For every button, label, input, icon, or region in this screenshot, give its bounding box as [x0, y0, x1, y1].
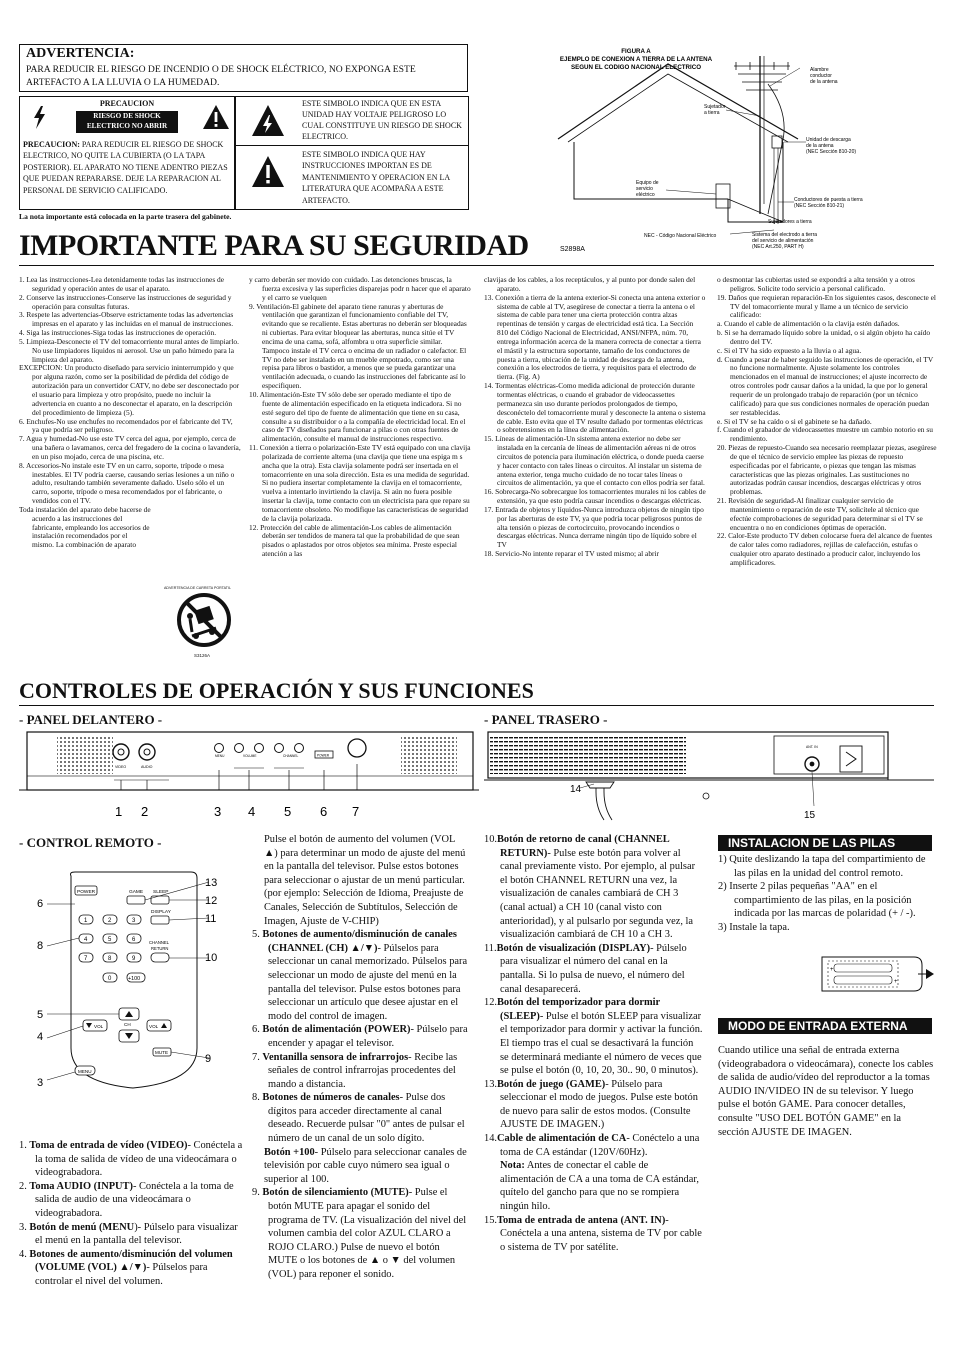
safety-item: 18. Servicio-No intente reparar el TV usted mismo; al abrir: [484, 549, 660, 559]
digit-label: 8: [108, 956, 112, 962]
channel-up-button[interactable]: [295, 744, 304, 753]
callout-2: 2: [141, 804, 149, 819]
precaucion-label: [22, 99, 232, 135]
safety-item: o desmontar las cubiertas usted se expondrá a alta tensión y a otros peligros. Solicite todo servicio a personal calificado.: [717, 275, 915, 293]
vent-slots: [490, 736, 686, 774]
button-label-menu: MENU: [215, 754, 225, 758]
control-desc: 6. Botón de alimentación (POWER)- Púlselo para encender y apagar el televisor.: [252, 1024, 468, 1049]
seguridad-rule: [19, 265, 934, 266]
controls-col-mid: [252, 833, 470, 1282]
rear-jack-panel: [774, 736, 884, 774]
volume-up-button[interactable]: [255, 744, 264, 753]
callout-7: 7: [352, 804, 360, 819]
menu-button[interactable]: [215, 744, 224, 753]
control-desc: 12.Botón del temporizador para dormir (SLEEP)- Pulse el botón SLEEP para visualizar el temporizador para dormir y activar la función. El tiempo tras el cual se desactivará la función se determinará mediante el número de veces que se pulse el botón (0, 10, 20, 30.. 90, 0 minutos).: [484, 997, 703, 1077]
safety-col4: [717, 276, 937, 568]
safety-item: 22. Calor-Este producto TV deben colocarse fuera del alcance de fuentes de calor tales como radiadores, rejillas de calefacción, estufas o cualquier otro aparato destinado a producir calor, incluyendo los amplificadores.: [717, 531, 933, 567]
power-key-label: POWER: [77, 890, 96, 895]
control-desc: 10.Botón de retorno de canal (CHANNEL RETURN)- Pulse este botón para volver al canal previamente visto. Por ejemplo, al pulsar el botón CHANNEL RETURN una vez, la visualización de canales cambiará de CH 3 (canal actual) a CH 10 (canal visto con anterioridad), y al pulsarlo por segunda vez, la visualización cambiará de CH 10 a CH 3.: [484, 834, 696, 941]
battery-remote-icon: [818, 951, 936, 997]
menu-key-label: MENU: [78, 1069, 92, 1074]
house-roof-inner: [568, 74, 788, 142]
safety-item: 17. Entrada de objetos y líquidos-Nunca introduzca objetos de ningún tipo por las aberturas de este TV, ya que podría tocar peligrosos puntos de alta tensión o piezas de cortocircuito, provocando incendios o descargas eléctricas. Nunca derrame ningún tipo de líquido sobre el TV: [484, 504, 704, 550]
speaker-grille-right: [401, 736, 457, 774]
cart-code: S3126A: [194, 653, 211, 658]
exclamation-triangle-icon: [202, 103, 230, 131]
remote-callout-6: 6: [37, 898, 44, 910]
conductores-l2: (NEC Sección 810-21): [794, 203, 845, 209]
svg-text:+: +: [830, 967, 834, 973]
equipo-l3: eléctrico: [636, 192, 655, 198]
power-cord-hook: [840, 746, 862, 772]
callout-5: 5: [284, 804, 292, 819]
digit-label: 3: [132, 918, 136, 924]
control-desc: Pulse el botón de aumento del volumen (VOL ▲) para determinar un modo de ajuste del menú en la pantalla del televisor. Pulse estos botones para seleccionar o ajustar de un menú particular. (por ejemplo: Selección de Idioma, Preajuste de Canales, Selección de Subtítulos, Selección de Imagen, Ajuste de V-CHIP): [264, 834, 466, 927]
controles-title: CONTROLES DE OPERACIÓN Y SUS FUNCIONES: [19, 678, 534, 703]
control-desc: 3. Botón de menú (MENU)- Púlselo para visualizar el menú en la pantalla del televisor.: [19, 1221, 238, 1247]
house-roof: [558, 64, 798, 139]
safety-item: 7. Agua y humedad-No use este TV cerca del agua, por ejemplo, cerca de una bañera o lavamanos, cerca del fregadero de la cocina o lavandería, en un piso mojado, cerca de una piscina, etc.: [19, 434, 241, 461]
safety-item: Toda instalación del aparato debe hacerse de acuerdo a las instrucciones del fabricante, empleando los accesorios de instalación recomendados por el mismo. La combinación de aparato: [19, 504, 151, 550]
safety-item: 5. Limpieza-Desconecte el TV del tomacorriente mural antes de limpiarlo. No use limpiadores líquidos ni aerosol. Use un paño húmedo para la limpieza del aparato.: [19, 336, 239, 364]
controls-col-right: [484, 833, 704, 1254]
control-desc: 13.Botón de juego (GAME)- Púlselo para seleccionar el modo de juegos. Pulse este botón de nuevo para salir de estos modos. (Consulte AJUSTE DE IMAGEN.): [484, 1078, 698, 1131]
vol-key-label: VOL: [149, 1024, 159, 1029]
display-key[interactable]: [151, 916, 169, 924]
pilas-steps: [718, 853, 934, 935]
ant-in-label: ANT. IN: [806, 745, 818, 749]
control-remoto-title: - CONTROL REMOTO -: [19, 835, 162, 850]
digit-label: 5: [108, 937, 112, 943]
precaucion-box: [19, 96, 235, 210]
panel-delantero-title: - PANEL DELANTERO -: [19, 712, 163, 727]
lead-wire: [768, 84, 784, 214]
pilas-title: INSTALACION DE LAS PILAS: [718, 835, 932, 851]
lightning-triangle-icon: [26, 103, 54, 131]
safety-item: d. Cuando a pesar de haber seguido las instrucciones de operación, el TV no funcione normalmente. Ajuste solamente los controles mencionados en el manual de instrucciones; el ajuste incorrecto de otros controles podr causar daños a la unidad, la que por lo general requerir de un prolongado trabajo de reparación (por un técnico calificado) para que sus condiciones normales de operación puedan ser restablecidas.: [717, 354, 934, 417]
control-desc: 9. Botón de silenciamiento (MUTE)- Pulse el botón MUTE para apagar el sonido del programa de TV. (La visualización del nivel del volumen cambia del color AZUL CLARO a ROJO CLARO.) Pulse de nuevo el botón MUTE o los botones de ▲ o ▼ del volumen (VOL) para reponer el sonido.: [252, 1187, 467, 1280]
vol-key-label: VOL: [94, 1024, 104, 1029]
antenna-elements: [734, 62, 790, 90]
precaucion-note: La nota importante está colocada en la parte trasera del gabinete.: [19, 212, 232, 221]
control-desc: 8. Botones de números de canales- Pulse dos dígitos para acceder directamente al canal deseado. Recuerde pulsar "0" antes de pulsar el número de un canal de un solo dígito.: [252, 1092, 465, 1145]
seguridad-title: IMPORTANTE PARA SU SEGURIDAD: [19, 229, 529, 262]
controls-col-left: [19, 1139, 247, 1289]
digit-label: 2: [108, 918, 112, 924]
safety-item: 12. Protección del cable de alimentación-Los cables de alimentación deberán ser tendidos de manera tal que la probabilidad de que sean pisados o aplastados por otros objetos sea mínima. Preste especial atención a las: [249, 522, 460, 559]
digit-label: +100: [128, 976, 141, 982]
control-desc: 2. Toma AUDIO (INPUT)- Conéctela a la toma de salida de audio de una videocámara o videograbadora.: [19, 1180, 234, 1219]
ground-conductors: [774, 148, 778, 224]
remote-callout-4: 4: [37, 1031, 44, 1043]
safety-item: f. Cuando el grabador de videocassettes muestre un cambio notorio en su rendimiento.: [717, 425, 933, 444]
sleep-key[interactable]: [151, 896, 169, 904]
unidad-l2: de la antena: [806, 143, 834, 149]
precaucion-label-line2: ELECTRICO NO ABRIR: [86, 122, 168, 130]
figura-title1: FIGURA A: [621, 48, 651, 55]
safety-col3: [484, 276, 706, 559]
precaucion-lead: PRECAUCION:: [23, 140, 80, 149]
safety-item: EXCEPCION: Un producto diseñado para servicio ininterrumpido y que por alguna razón, como ser la posibilidad de pérdida del código de autorización para un convertidor CATV, no debe ser desconectado por el usuario para limpieza y otro propósito, puede no incluir la advertencia en cuanto a no desconectar el aparato, en la descripción del procedimiento de limpieza (5).: [19, 363, 240, 417]
ir-sensor-window: [348, 739, 366, 757]
cart-warning: [164, 586, 244, 666]
digit-label: 9: [132, 956, 136, 962]
safety-item: 3. Respete las advertencias-Observe estrictamente todas las advertencias impresas en el aparato y las incluidas en el manual de instrucciones.: [19, 310, 234, 329]
conductores-l1: Conductores de puesta a tierra: [794, 197, 863, 203]
safety-col1: [19, 276, 241, 550]
safety-item: 6. Enchufes-No use enchufes no recomendados por el fabricante del TV, ya que podría ser peligroso.: [19, 416, 233, 435]
jack-label-audio: AUDIO: [141, 765, 153, 769]
equipo-l2: servicio: [636, 186, 653, 192]
alambre-l3: de la antena: [810, 79, 838, 85]
callout-1: 1: [115, 804, 123, 819]
panel-trasero-title: - PANEL TRASERO -: [484, 712, 608, 727]
remote-control-diagram: [19, 868, 249, 1094]
channel-return-key[interactable]: [151, 953, 169, 962]
nec-label: NEC - Código Nacional Eléctrico: [644, 233, 717, 239]
remote-callout-3: 3: [37, 1077, 44, 1089]
ch-key-label: CH: [124, 1022, 131, 1027]
safety-item: 16. Sobrecarga-No sobrecargue los tomacorrientes murales ni los cables de extensión, ya que esto podría causar incendios o descargas eléctricas.: [484, 487, 706, 506]
sleep-key-label: SLEEP: [153, 890, 169, 895]
symbol2-text: ESTE SIMBOLO INDICA QUE HAY INSTRUCCIONES IMPORTAN ES DE MANTENIMIENTO Y OPERACION EN LA LITERATURA QUE ACOMPAÑA A ESTE ARTEFACTO.: [302, 150, 450, 205]
volume-down-button[interactable]: [235, 744, 244, 753]
game-key-label: GAME: [129, 890, 144, 895]
control-desc: 1. Toma de entrada de vídeo (VIDEO)- Conéctela a la toma de salida de vídeo de una videocámara o videograbadora.: [19, 1140, 243, 1179]
precaucion-text: PARA REDUCIR EL RIESGO DE SHOCK ELECTRICO, NO QUITE LA CUBIERTA (O LA TAPA POSTERIOR). EL APARATO NO TIENE ADENTRO PIEZAS QUE PUEDAN REPARARSE. DEJE LA REPARACION AL PERSONAL DE SERVICIO CALIFICADO.: [23, 140, 228, 195]
pilas-step: 3) Instale la tapa.: [718, 921, 790, 933]
externa-title: MODO DE ENTRADA EXTERNA: [718, 1018, 932, 1034]
digit-label: 7: [84, 956, 88, 962]
alambre-l1: Alambre: [810, 67, 829, 73]
safety-item: 15. Líneas de alimentación-Un sistema antena exterior no debe ser instalada en la cercanía de líneas de alimentación aéreas ni de otros circuitos de potencia para iluminación eléctrica, o donde pueda caerse y hacer contacto con tales líneas o circuitos. Al instalar un sistema de antena exterior, tenga mucho cuidado de no tocar tales líneas o circuitos de alimentación, ya que el contacto con ellos podría ser fatal.: [484, 434, 705, 488]
equipo-l1: Equipo de: [636, 180, 659, 186]
advertencia-text: PARA REDUCIR EL RIESGO DE INCENDIO O DE SHOCK ELÉCTRICO, NO EXPONGA ESTE ARTEFACTO A LA LLUVIA O LA HUMEDAD.: [26, 64, 416, 88]
callout-14: 14: [570, 784, 582, 795]
precaucion-header: PRECAUCION: [99, 99, 155, 108]
lightning-triangle-icon: [251, 104, 285, 138]
digit-label: 0: [108, 976, 112, 982]
precaucion-body: [23, 139, 233, 196]
sistema-l1: Sistema del electrodo a tierra: [752, 232, 818, 238]
safety-item: 20. Piezas de repuesto-Cuando sea necesario reemplazar piezas, asegúrese de que el técnico de servicio emplee las piezas de repuesto especificadas por el fabricante, o piezas que tengan las mismas características que las piezas originales. Las sustituciones no autorizadas podrán causar incendios, descargas eléctricas y otros problemas.: [717, 443, 937, 497]
control-desc: 15.Toma de entrada de antena (ANT. IN)- Conéctela a una antena, sistema de TV por cable o sistema de TV por satélite.: [484, 1214, 702, 1253]
figura-antenna-diagram: [528, 44, 936, 256]
digit-label: 6: [132, 937, 136, 943]
figura-title2: EJEMPLO DE CONEXION A TIERRA DE LA ANTENA: [559, 56, 713, 63]
safety-item: b. Si se ha derramado líquido sobre la unidad, o si algún objeto ha caído dentro del TV.: [717, 328, 931, 346]
digit-label: 1: [84, 918, 88, 924]
game-key[interactable]: [127, 896, 145, 904]
safety-item: 10. Alimentación-Este TV sólo debe ser operado mediante el tipo de fuente de alimentación especificado en la etiqueta indicadora. Si no esté seguro del tipo de fuente de alimentación que tiene en su casa, consulte a su distribuidor o a la compañía de electricidad local. En el caso de TV diseñados para funcionar a pilas o con otras fuentes de alimentación, consulte el manual de instrucciones respectivo.: [249, 389, 466, 444]
precaucion-label-line1: RIESGO DE SHOCK: [93, 112, 161, 120]
control-desc: 7. Ventanilla sensora de infrarrojos- Recibe las señales de control infrarrojas procedentes del mando a distancia.: [252, 1051, 458, 1090]
callout-4: 4: [248, 804, 256, 819]
digit-label: 4: [84, 937, 88, 943]
safety-col2: [249, 276, 471, 559]
rear-panel-diagram: [484, 728, 934, 824]
remote-callout-13: 13: [205, 877, 218, 889]
sistema-l3: (NEC Art.250, PART H): [752, 244, 804, 250]
safety-item: clavijas de los cables, a los receptáculos, y al punto por donde salen del aparato.: [484, 275, 696, 293]
control-desc: Botón +100- Púlselo para seleccionar canales de televisión por cable cuyo número sea igual o superior al 100.: [264, 1146, 467, 1185]
sujetador-l1: Sujetador: [704, 104, 726, 110]
control-desc: 14.Cable de alimentación de CA- Conéctelo a una toma de CA estándar (120V/60Hz).: [484, 1133, 700, 1158]
svg-text:+: +: [894, 979, 898, 985]
callout-15: 15: [804, 810, 816, 821]
channel-down-button[interactable]: [275, 744, 284, 753]
pilas-step: 1) Quite deslizando la tapa del compartimiento de las pilas en la unidad del control remoto.: [718, 854, 926, 879]
channel-return-l2: RETURN: [151, 946, 169, 951]
safety-item: 14. Tormentas eléctricas-Como medida adicional de protección durante tormentas eléctricas, o cuando el grabador de videocassettes permanezca sin uso durante períodos prolongados de tiempo, desconéctelo del tomacorriente mural y desconecte la antena o sistema de cable. Esto evita que el TV resulte dañado por tormentas eléctricas o sobretensiones en la línea de alimentación.: [484, 381, 706, 435]
cart-label: ADVERTENCIA DE CARRETA PORTATIL: [164, 586, 231, 590]
remote-callout-10: 10: [205, 952, 218, 964]
button-label-channel: CHANNEL: [283, 754, 299, 758]
control-desc: 5. Botones de aumento/disminución de canales (CHANNEL (CH) ▲/▼)- Púlselos para seleccionar un canal memorizado. Púlselos para seleccionar un modo de ajuste del menú en la pantalla del televisor. Pulse estos botones para seleccionar un artículo que desee ajustar en el modo del control de imagen.: [252, 929, 468, 1022]
jack-label-video: VIDEO: [115, 765, 127, 769]
safety-item: 11. Conexión a tierra o polarización-Este TV está equipado con una clavija polarizada de corriente alterna (una clavija que tiene una espiga m s ancha que la otra). Esta clavija solamente podrá ser insertada en el tomacorriente en una sola dirección. Esta es una medida de seguridad. Si no pudiera insertar completamente la clavija en el tomacorriente, vuelva a intentarlo invirtiendo la clavija. Si aún no fuera posible insertar la clavija, tome contacto con un electricista para que repare su tomacorriente obsoleto. No modifique las características de seguridad de la clavija polarizada.: [249, 443, 471, 523]
house-walls: [574, 142, 783, 222]
unidad-l3: (NEC Sección 810-20): [806, 149, 857, 155]
remote-outline: [822, 957, 922, 991]
sujetador-l2: a tierra: [704, 110, 720, 116]
unidad-l1: Unidad de descarga: [806, 137, 851, 143]
button-label-power: POWER: [317, 753, 330, 758]
speaker-grille-left: [57, 736, 113, 774]
cart-tipping-icon: [176, 592, 232, 648]
safety-item: 13. Conexión a tierra de la antena exterior-Si conecta una antena exterior o sistema de cable al TV, asegúrese de conectar a tierra la antena o el sistema de cable para tener una cierta protección contra alzas repentinas de tensión y cargas de electricidad está tica. La Sección 810 del Código Nacional de Electricidad, ANSI/NFPA, núm. 70, entrega información acerca de la manera correcta de conectar a tierra el mástil y la estructura soportante, tamaño de los conductores de puesta a tierra, ubicación de la unidad de descarga de la antena, conexión a los electrodos de tierra, y requisitos para el electrodo de tierra. (Fig. A): [484, 292, 706, 382]
remote-callout-8: 8: [37, 940, 44, 952]
sujetadores-label: Sujetadores a tierra: [768, 219, 812, 225]
control-desc: 11.Botón de visualización (DISPLAY)- Púlselo para visualizar el número del canal en la pantalla. Si lo pulsa de nuevo, el número del canal desaparecerá.: [484, 942, 687, 995]
safety-item: a. Cuando el cable de alimentación o la clavija estén dañados.: [717, 319, 900, 329]
control-desc: 4. Botones de aumento/disminución del volumen (VOLUME (VOL) ▲/▼)- Púlselos para controlar el nivel del volumen.: [19, 1248, 233, 1287]
safety-item: 21. Revisión de seguridad-Al finalizar cualquier servicio de mantenimiento o reparación de este TV, solicítele al técnico que efectúe comprobaciones de seguridad para determinar si el TV se encuentra o no en condiciones óptimas de operación.: [717, 496, 923, 532]
safety-item: e. Si el TV se ha caído o si el gabinete se ha dañado.: [717, 416, 872, 426]
symbol1-text: ESTE SIMBOLO INDICA QUE EN ESTA UNIDAD HAY VOLTAJE PELIGROSO LO CUAL CONSTITUYE UN RIESGO DE SHOCK ELECTRICO.: [302, 99, 462, 141]
front-panel-diagram: [19, 728, 479, 822]
sistema-l2: del servicio de alimentación: [752, 238, 814, 244]
control-desc: Nota: Antes de conectar el cable de alimentación de CA a una toma de CA estándar, quítelo del gancho para que no se rompiera ningún hilo.: [500, 1160, 699, 1213]
button-label-volume: VOLUME: [243, 754, 257, 758]
pilas-step: 2) Inserte 2 pilas pequeñas "AA" en el compartimiento de las pilas, en la posición indicada por las marcas de polaridad (+ / -).: [718, 881, 916, 920]
callout-6: 6: [320, 804, 328, 819]
safety-item: y carro deberán ser movido con cuidado. Las detenciones bruscas, la fuerza excesiva y las superficies disparejas podr n hacer que el aparato y el carro se vuelquen: [249, 275, 471, 302]
safety-item: 9. Ventilación-El gabinete del aparato tiene ranuras y aberturas de ventilación que garantizan el funcionamiento confiable del TV, evitando que se recaliente. Estas aberturas no deberán ser bloqueadas ni cubiertas. Para evitar bloquear las aberturas, nunca sitúe el TV encima de una cama, sofá, alfombra u otra superficie similar. Tampoco instale el TV cerca o encima de un radiador o calefactor. El TV no debe ser instalado en un mueble empotrado, como ser una repisa para libros o bastidor, a menos que se pueda garantizar una ventilación adecuada, o cuando las instrucciones del fabricante así lo especifiquen.: [249, 301, 467, 391]
callout-3: 3: [214, 804, 222, 819]
safety-item: 1. Lea las instrucciones-Lea detenidamente todas las instrucciones de seguridad y operación antes de usar el aparato.: [19, 275, 225, 293]
alambre-l2: conductor: [810, 73, 832, 79]
safety-item: 2. Conserve las instrucciones-Conserve las instrucciones de seguridad y operación para consultas futuras.: [19, 292, 232, 311]
remote-callout-9: 9: [205, 1053, 212, 1065]
figura-title3: SEGUN EL CODIGO NACIONAL ELECTRICO: [570, 64, 702, 71]
remote-callout-5: 5: [37, 1009, 44, 1021]
safety-item: 19. Daños que requieran reparación-En los siguientes casos, desconecte el TV del tomacorriente mural y llame a un técnico de servicio calificado:: [717, 292, 936, 320]
safety-item: c. Si el TV ha sido expuesto a la lluvia o al agua.: [717, 345, 862, 355]
symbol-box: [235, 96, 469, 210]
display-key-label: DISPLAY: [151, 910, 171, 915]
channel-return-l1: CHANNEL: [149, 940, 170, 945]
precaucion-black-label: [76, 111, 178, 133]
exclamation-triangle-icon: [251, 155, 285, 189]
remote-callout-12: 12: [205, 895, 218, 907]
figura-code: S2898A: [560, 246, 585, 253]
externa-text: Cuando utilice una señal de entrada externa (videograbadora o videocámara), conecte los cables de salida de audio/vídeo del reproductor a la tomas AUDIO IN/VIDEO IN de su televisor. Y luego pulse el botón GAME. Para conocer detalles, consulte "USO DEL BOTÓN GAME" en la sección AJUSTE DE IMAGEN.: [718, 1045, 934, 1138]
advertencia-title: ADVERTENCIA:: [26, 46, 135, 61]
advertencia-box: [19, 44, 468, 92]
video-jack[interactable]: [113, 744, 129, 760]
safety-item: 8. Accesorios-No instale este TV en un carro, soporte, trípode o mesa inestables. El TV podría caerse, causando serias lesiones a un niño o adulto, resultando también severamente dañado. Uselo sólo el un carro, soporte, trípode o mesa recomendados por el fabricante, o vendidos con el TV.: [19, 460, 235, 506]
mute-key-label: MUTE: [155, 1050, 169, 1055]
safety-item: 4. Siga las instrucciones-Siga todas las instrucciones de operación.: [19, 328, 217, 338]
controles-rule: [19, 705, 934, 706]
remote-callout-11: 11: [205, 913, 217, 925]
audio-jack[interactable]: [139, 744, 155, 760]
